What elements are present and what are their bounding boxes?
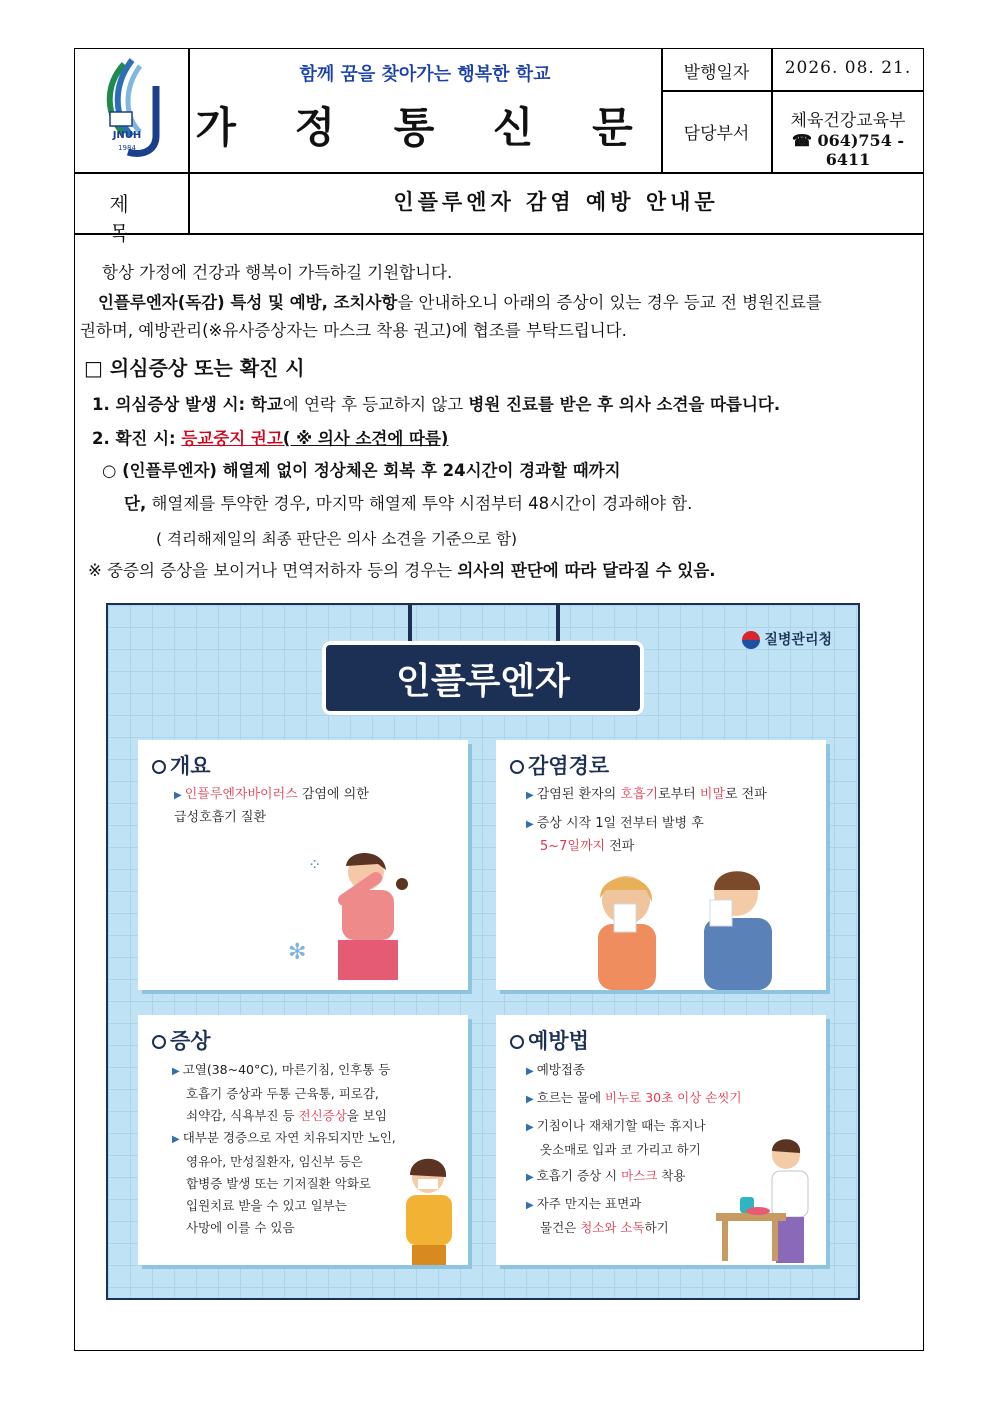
card-transmission-text: [526, 784, 767, 858]
triangle-icon: ▶: [174, 790, 182, 801]
item-2-note: ( ※ 의사 소견에 따름): [282, 429, 449, 448]
triangle-icon: ▶: [172, 1066, 180, 1077]
card-line: [172, 1059, 396, 1083]
plus-circle-icon: [510, 1035, 524, 1049]
card-symptoms-text: [172, 1059, 396, 1239]
agency-label: [742, 629, 832, 649]
footnote-bold: 의사의 판단에 따라 달라질 수 있음.: [457, 561, 716, 580]
card-line-post: 감염에 의한: [297, 787, 369, 802]
card-transmission-title-text: 감염경로: [528, 754, 610, 778]
section-title: □ 의심증상 또는 확진 시: [84, 356, 305, 380]
item-1-text: 에 연락 후 등교하지 않고: [282, 395, 469, 414]
item-2-red: 등교중지 권고: [181, 429, 283, 448]
card-line-post2: 로 전파: [724, 787, 767, 802]
item-2: [92, 424, 448, 454]
banner-hanger-right: [556, 605, 560, 645]
triangle-icon: ▶: [526, 819, 534, 830]
card-line-post: 착용: [657, 1168, 686, 1183]
card-line-pre: 자주 만지는 표면과: [536, 1196, 642, 1211]
triangle-icon: ▶: [172, 1134, 180, 1145]
intro-bold: 인플루엔자(독감) 특성 및 예방, 조치사항: [98, 293, 398, 312]
card-symptoms-title: [152, 1025, 211, 1055]
header-divider: [74, 172, 924, 174]
page-title: 가 정 통 신 문: [195, 103, 655, 152]
triangle-icon: ▶: [526, 1122, 534, 1133]
intro-rest: 을 안내하오니 아래의 증상이 있는 경우 등교 전 병원진료를: [397, 293, 822, 312]
card-line-hl: 호흡기: [620, 787, 659, 802]
subject-divider: [74, 233, 924, 235]
note-paren: ( 격리해제일의 최종 판단은 의사 소견을 기준으로 함): [156, 530, 518, 548]
cleaning-person-illustration: [706, 1125, 826, 1265]
virus-icon: ✻: [288, 940, 307, 965]
greeting: 항상 가정에 건강과 행복이 가득하길 기원합니다.: [102, 263, 453, 282]
card-line: [526, 784, 767, 807]
banner-title: 인플루엔자: [396, 661, 570, 702]
card-line-pre: 대부분 경증으로 자연 치유되지만 노인,: [182, 1130, 396, 1145]
card-line-hl2: 비말: [699, 787, 725, 802]
triangle-icon: ▶: [526, 790, 534, 801]
triangle-icon: ▶: [526, 1066, 534, 1077]
intro-paragraph-line2: [98, 288, 822, 318]
card-line: 사망에 이를 수 있음: [186, 1220, 295, 1235]
card-line-post: 을 보임: [346, 1108, 388, 1123]
intro-paragraph-line3: 권하며, 예방관리(※유사증상자는 마스크 착용 권고)에 협조를 부탁드립니다.: [80, 321, 627, 340]
card-line-post: 로부터: [658, 787, 700, 802]
taegeuk-icon: [742, 631, 760, 649]
card-line-pre: 증상 시작 1일 전부터 발병 후: [536, 816, 704, 831]
card-line: [526, 813, 767, 836]
logo-year: 1984: [118, 144, 136, 152]
logo-text: JNUH: [112, 130, 142, 141]
note-bold: 단,: [124, 494, 147, 513]
card-line-post: 하기: [644, 1220, 669, 1235]
card-line: 호흡기 증상과 두통 근육통, 피로감,: [186, 1086, 379, 1101]
card-symptoms: [138, 1015, 468, 1265]
footnote-text: ※ 중증의 증상을 보이거나 면역저하자 등의 경우는: [88, 561, 458, 580]
card-line-pre: 고열(38~40°C), 마른기침, 인후통 등: [182, 1062, 391, 1077]
item-1-emphasis: 병원 진료를 받은 후 의사 소견을 따릅니다.: [468, 395, 781, 414]
banner-hanger-left: [408, 605, 412, 645]
card-overview-text: [174, 784, 369, 829]
card-transmission-title: [510, 750, 609, 780]
card-line-hl: 마스크: [621, 1168, 658, 1183]
dept-name: 체육건강교육부: [790, 111, 906, 131]
card-line: [526, 1059, 742, 1083]
card-line: [526, 1087, 742, 1111]
card-line-pre: 예방접종: [536, 1062, 586, 1077]
influenza-infographic: [106, 603, 860, 1300]
card-transmission: [496, 740, 826, 990]
card-line: 옷소매로 입과 코 가리고 하기: [540, 1142, 701, 1157]
note-line: [124, 489, 692, 519]
card-line: [172, 1127, 396, 1151]
item-2-label: 2. 확진 시:: [92, 429, 182, 448]
card-overview-title: [152, 750, 211, 780]
plus-circle-icon: [510, 760, 524, 774]
card-line-pre: 기침이나 재채기할 때는 휴지나: [536, 1118, 706, 1133]
dept-label: 담당부서: [683, 124, 750, 144]
card-overview: [138, 740, 468, 990]
card-line-pre: 쇠약감, 식욕부진 등: [186, 1108, 299, 1123]
card-line-hl: 전신증상: [298, 1108, 347, 1123]
card-symptoms-title-text: 증상: [170, 1029, 211, 1053]
card-prevention-title-text: 예방법: [528, 1029, 589, 1053]
card-line-pre: 흐르는 물에: [536, 1090, 606, 1105]
card-line-pre: 호흡기 증상 시: [536, 1168, 622, 1183]
card-line-pre: 감염된 환자의: [536, 787, 621, 802]
triangle-icon: ▶: [526, 1172, 534, 1183]
note-text: 해열제를 투약한 경우, 마지막 해열제 투약 시점부터 48시간이 경과해야 함.: [146, 494, 693, 513]
svg-text:⁘: ⁘: [308, 855, 322, 874]
card-line-hl: 5~7일까지: [540, 839, 606, 854]
sneezing-people-illustration: [576, 860, 796, 990]
card-line-hl: 비누로 30초 이상 손씻기: [605, 1090, 742, 1105]
meta-row-divider: [661, 90, 924, 92]
triangle-icon: ▶: [526, 1200, 534, 1211]
card-line: [172, 1105, 396, 1127]
card-line-hl: 청소와 소독: [580, 1220, 645, 1235]
dept-phone: ☎ 064)754 - 6411: [791, 131, 905, 169]
issue-date-label: 발행일자: [683, 63, 750, 83]
card-prevention: [496, 1015, 826, 1265]
card-line: 입원치료 받을 수 있고 일부는: [186, 1198, 347, 1213]
subject-title: 인플루엔자 감염 예방 안내문: [393, 190, 719, 214]
bullet-criteria: ○ (인플루엔자) 해열제 없이 정상체온 회복 후 24시간이 경과할 때까지: [102, 461, 621, 480]
card-line: 합병증 발생 또는 기저질환 악화로: [186, 1176, 371, 1191]
agency-name: 질병관리청: [764, 632, 832, 648]
card-line-post: 전파: [605, 839, 635, 854]
card-overview-title-text: 개요: [170, 754, 211, 778]
card-line-pre: 물건은: [540, 1220, 581, 1235]
school-motto: 함께 꿈을 찾아가는 행복한 학교: [299, 64, 551, 85]
card-line: 영유아, 만성질환자, 임신부 등은: [186, 1154, 363, 1169]
school-logo: [84, 56, 180, 166]
item-1: [92, 390, 780, 420]
issue-date: 2026. 08. 21.: [784, 58, 912, 78]
plus-circle-icon: [152, 760, 166, 774]
card-line-hl: 인플루엔자바이러스: [184, 787, 298, 802]
subject-label: 제 목: [109, 192, 153, 245]
item-1-bold: 1. 의심증상 발생 시: 학교: [92, 395, 283, 414]
footnote: [88, 556, 715, 586]
sick-person-illustration: [388, 1145, 468, 1265]
coughing-person-illustration: [298, 830, 448, 980]
card-prevention-title: [510, 1025, 589, 1055]
card-line: [526, 836, 767, 858]
card-line: 급성호흡기 질환: [174, 810, 267, 825]
banner: [322, 641, 644, 715]
triangle-icon: ▶: [526, 1094, 534, 1105]
plus-circle-icon: [152, 1035, 166, 1049]
card-line: [174, 784, 369, 807]
